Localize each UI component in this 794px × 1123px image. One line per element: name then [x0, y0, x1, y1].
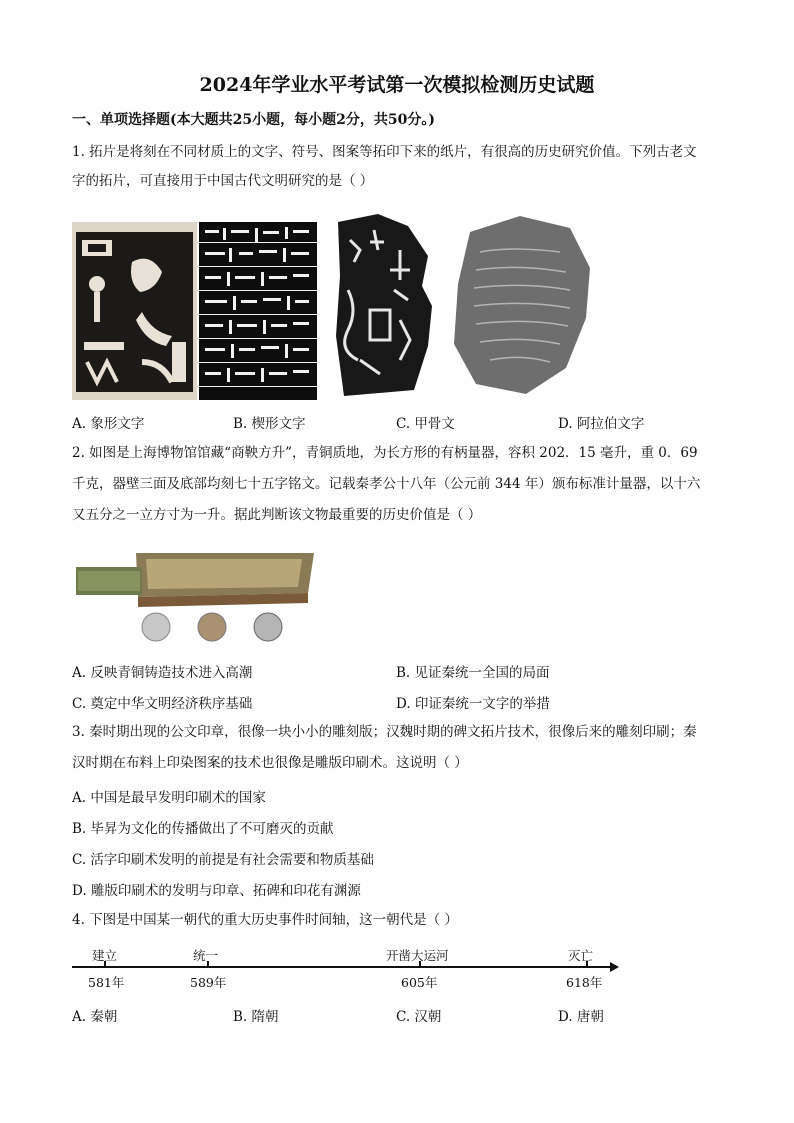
page-title: 2024年学业水平考试第一次模拟检测历史试题 — [199, 74, 595, 96]
q3-option-d[interactable]: D. 雕版印刷术的发明与印章、拓碑和印花有渊源 — [72, 883, 361, 899]
q3-option-b[interactable]: B. 毕昇为文化的传播做出了不可磨灭的贡献 — [72, 821, 334, 837]
q1-stem-line2: 字的拓片，可直接用于中国古代文明研究的是（ ） — [72, 173, 374, 189]
timeline-year-label: 581年 — [88, 975, 125, 990]
q1-stem-line1: 1. 拓片是将刻在不同材质上的文字、符号、图案等拓印下来的纸片，有很高的历史研究价值。下列古老文 — [72, 144, 697, 160]
timeline-year-label: 618年 — [566, 975, 603, 990]
q2-option-b[interactable]: B. 见证秦统一全国的局面 — [396, 665, 550, 681]
bronze-measure-image — [76, 545, 316, 645]
cuneiform-rubbing-image — [199, 222, 317, 400]
q3-option-a[interactable]: A. 中国是最早发明印刷术的国家 — [72, 790, 266, 806]
timeline-event-label: 统一 — [193, 948, 219, 963]
hieroglyph-rubbing-image — [72, 222, 197, 400]
oracle-bone-rubbing-image — [330, 210, 438, 400]
q2-option-a[interactable]: A. 反映青铜铸造技术进入高潮 — [72, 665, 253, 681]
q2-option-d[interactable]: D. 印证秦统一文字的举措 — [396, 696, 550, 712]
q3-stem-line1: 3. 秦时期出现的公文印章，很像一块小小的雕刻版；汉魏时期的碑文拓片技术，很像后来的雕刻印刷；秦 — [72, 724, 697, 740]
timeline-arrow-icon — [610, 962, 619, 972]
q2-stem-line3: 又五分之一立方寸为一升。据此判断该文物最重要的历史价值是（ ） — [72, 507, 482, 523]
q4-stem-line1: 4. 下图是中国某一朝代的重大历史事件时间轴，这一朝代是（ ） — [72, 912, 458, 928]
timeline-event-label: 开凿大运河 — [386, 948, 449, 963]
q3-option-c[interactable]: C. 活字印刷术发明的前提是有社会需要和物质基础 — [72, 852, 374, 868]
timeline-year-label: 589年 — [190, 975, 227, 990]
arabic-rubbing-image — [450, 212, 595, 400]
q1-option-b[interactable]: B. 楔形文字 — [233, 416, 306, 432]
q4-option-a[interactable]: A. 秦朝 — [72, 1009, 118, 1025]
q2-option-c[interactable]: C. 奠定中华文明经济秩序基础 — [72, 696, 253, 712]
q1-option-c[interactable]: C. 甲骨文 — [396, 416, 455, 432]
timeline-axis — [72, 966, 612, 968]
timeline-event-label: 建立 — [92, 948, 118, 963]
q3-stem-line2: 汉时期在布料上印染图案的技术也很像是雕版印刷术。这说明（ ） — [72, 755, 468, 771]
timeline-event-label: 灭亡 — [568, 948, 594, 963]
timeline-year-label: 605年 — [401, 975, 438, 990]
q1-option-d[interactable]: D. 阿拉伯文字 — [558, 416, 645, 432]
q4-option-b[interactable]: B. 隋朝 — [233, 1009, 279, 1025]
q4-option-c[interactable]: C. 汉朝 — [396, 1009, 442, 1025]
q2-stem-line2: 千克，器壁三面及底部均刻七十五字铭文。记载秦孝公十八年（公元前 344 年）颁布标准计量器，以十六 — [72, 476, 701, 492]
q4-option-d[interactable]: D. 唐朝 — [558, 1009, 604, 1025]
q1-option-a[interactable]: A. 象形文字 — [72, 416, 145, 432]
q2-stem-line1: 2. 如图是上海博物馆馆藏“商鞅方升”，青铜质地，为长方形的有柄量器，容积 202．15 毫升，重 0．69 — [72, 445, 698, 461]
section-heading: 一、单项选择题(本大题共25小题，每小题2分，共50分。) — [72, 112, 435, 128]
